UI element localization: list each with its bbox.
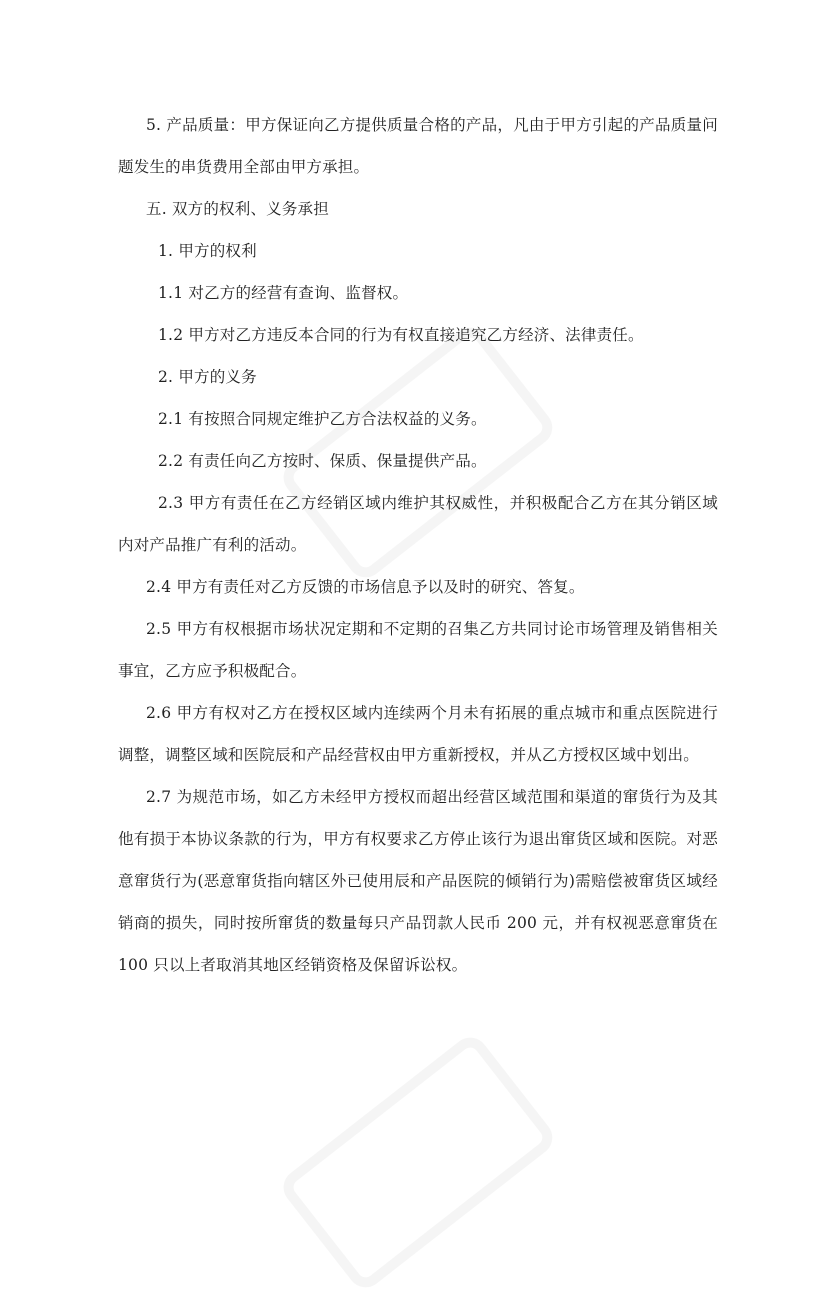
clause-2-6: 2.6 甲方有权对乙方在授权区域内连续两个月未有拓展的重点城市和重点医院进行调整，调整区域和医院辰和产品经营权由甲方重新授权，并从乙方授权区域中划出。	[118, 704, 718, 764]
document-body	[118, 104, 718, 986]
clause-2-1: 2.1 有按照合同规定维护乙方合法权益的义务。	[158, 410, 487, 428]
heading-party-a-rights: 1. 甲方的权利	[158, 242, 257, 260]
heading-rights-obligations: 五. 双方的权利、义务承担	[146, 200, 329, 218]
watermark	[276, 1030, 573, 1312]
clause-2-5: 2.5 甲方有权根据市场状况定期和不定期的召集乙方共同讨论市场管理及销售相关事宜，乙方应予积极配合。	[118, 620, 718, 680]
clause-2-3: 2.3 甲方有责任在乙方经销区域内维护其权威性，并积极配合乙方在其分销区域内对产品推广有利的活动。	[118, 494, 718, 554]
clause-1-1: 1.1 对乙方的经营有查询、监督权。	[158, 284, 409, 302]
clause-2-2: 2.2 有责任向乙方按时、保质、保量提供产品。	[158, 452, 487, 470]
paragraph-product-quality: 5. 产品质量：甲方保证向乙方提供质量合格的产品，凡由于甲方引起的产品质量问题发生的串货费用全部由甲方承担。	[118, 116, 718, 176]
clause-2-4: 2.4 甲方有责任对乙方反馈的市场信息予以及时的研究、答复。	[146, 578, 585, 596]
clause-2-7: 2.7 为规范市场，如乙方未经甲方授权而超出经营区域范围和渠道的窜货行为及其他有损于本协议条款的行为，甲方有权要求乙方停止该行为退出窜货区域和医院。对恶意窜货行为(恶意窜货指向辖区外已使用辰和产品医院的倾销行为)需赔偿被窜货区域经销商的损失，同时按所窜货的数量每只产品罚款人民币 200 元，并有权视恶意窜货在 100 只以上者取消其地区经销资格及保留诉讼权。	[118, 788, 718, 974]
clause-1-2: 1.2 甲方对乙方违反本合同的行为有权直接追究乙方经济、法律责任。	[158, 326, 644, 344]
heading-party-a-obligations: 2. 甲方的义务	[158, 368, 257, 386]
